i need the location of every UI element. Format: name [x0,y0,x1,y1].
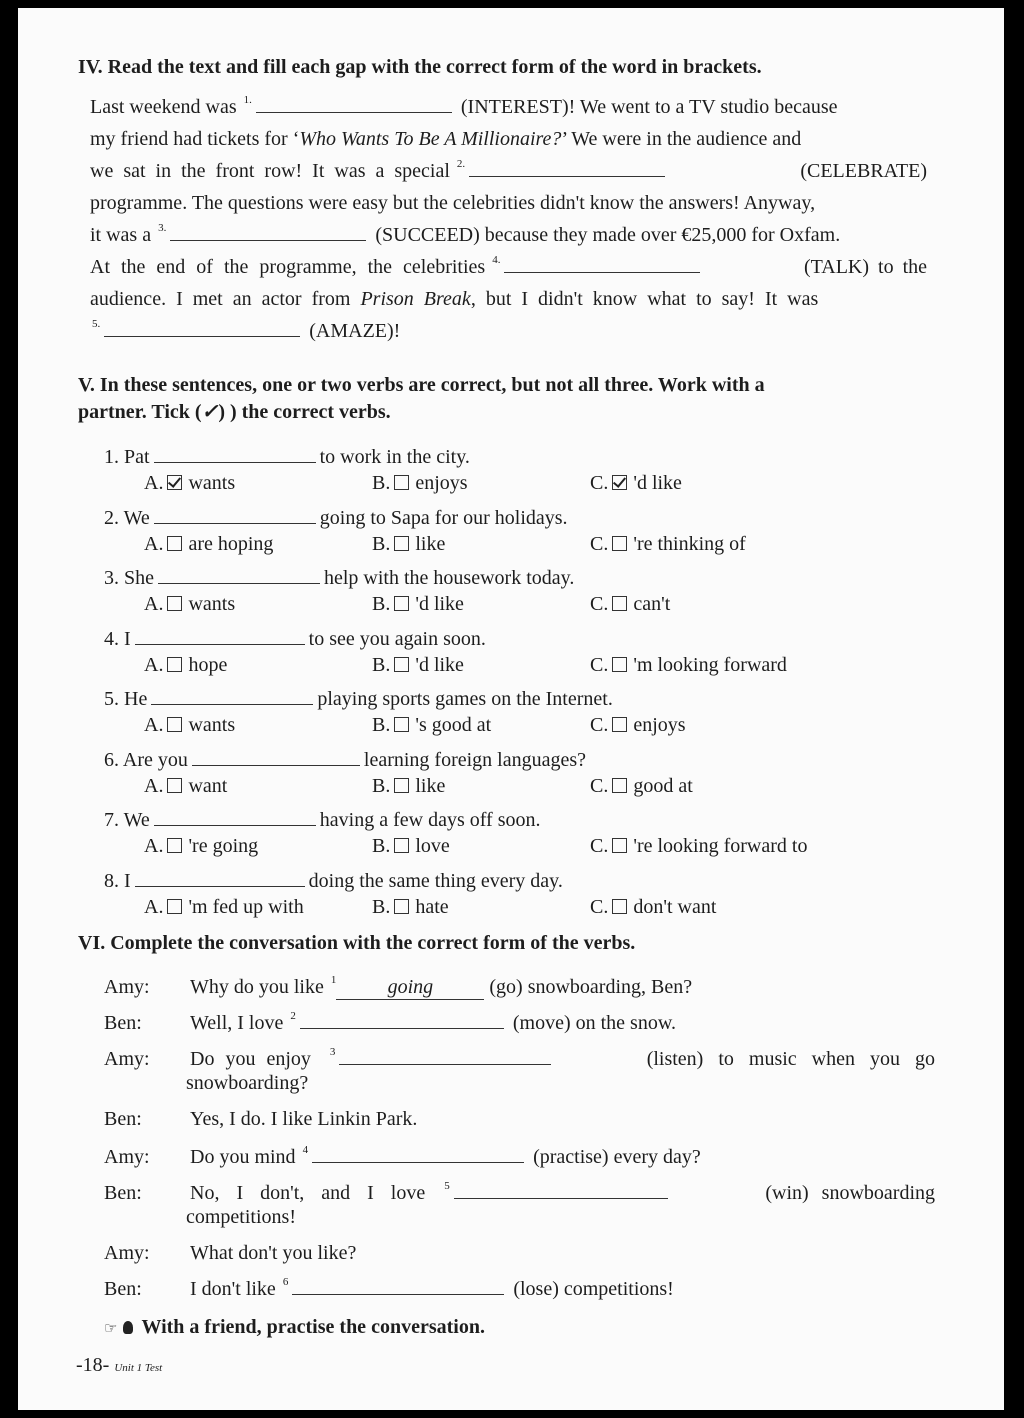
answer-blank [154,461,316,463]
checkbox[interactable] [394,596,409,611]
question-stem: I [124,627,131,650]
question-continuation: doing the same thing every day. [308,869,563,892]
gap-number: 3 [329,1046,336,1058]
option-b[interactable] [372,533,445,556]
gap-2-blank[interactable] [469,175,665,177]
s4-line-8 [90,320,400,343]
show-title: Who Wants To Be A Millionaire? [299,128,562,150]
option-b[interactable] [372,714,491,737]
section-4-heading: IV. Read the text and fill each gap with the correct form of the word in brackets. [78,56,762,78]
text: (move) on the snow. [512,1012,676,1034]
gap-5-blank[interactable] [104,335,300,337]
conv-line-8 [190,1278,674,1301]
section-5-heading-line-1: V. In these sentences, one or two verbs are correct, but not all three. Work with a [78,374,765,396]
text: Do you enjoy [190,1048,311,1070]
speaker-ben: Ben: [104,1012,142,1034]
speaker-ben: Ben: [104,1108,142,1130]
answer-blank [154,824,316,826]
option-c[interactable] [590,896,716,919]
option-text: like [415,532,446,555]
s4-line-5 [90,224,840,247]
gap-1-answer[interactable] [336,976,484,1000]
conv-line-2 [190,1012,676,1035]
checkbox[interactable] [394,838,409,853]
option-text: love [415,835,450,857]
checkbox[interactable] [167,838,182,853]
checkbox[interactable] [612,899,627,914]
gap-number: 6 [282,1276,289,1288]
option-text: 'd like [415,653,464,676]
gap-number: 1. [243,94,252,106]
gap-number: 3. [158,222,167,234]
question-stem: Are you [122,748,188,771]
option-b[interactable] [372,593,464,616]
tick-question [104,507,568,530]
text: , but I didn't know what to say! It was [470,288,819,310]
option-letter: B. [372,895,391,918]
checkbox[interactable] [612,838,627,853]
option-c[interactable] [590,775,693,798]
option-text: hope [188,653,228,676]
option-letter: B. [372,472,391,494]
question-stem: He [124,688,148,710]
answer-blank [158,582,320,584]
question-continuation: going to Sapa for our holidays. [319,506,568,529]
practise-instruction [104,1316,485,1339]
text: audience. I met an actor from [90,288,351,310]
tick-question [104,567,574,590]
tick-question [104,749,586,772]
option-text: 'd like [633,472,682,494]
question-number: 1. [104,446,119,468]
option-text: 'm looking forward [633,653,787,676]
option-letter: C. [590,532,609,555]
answer-blank [192,764,360,766]
text: my friend had tickets for ‘ [90,128,300,150]
text: (go) snowboarding, Ben? [489,976,693,998]
checkbox[interactable] [394,717,409,732]
option-c[interactable] [590,472,682,495]
text: No, I don't, and I love [190,1182,426,1204]
option-letter: C. [590,835,609,857]
question-continuation: to work in the city. [319,446,470,468]
option-letter: A. [144,714,164,736]
gap-1-blank[interactable] [256,111,452,113]
gap-number: 2. [456,158,466,170]
text: (win) snowboarding [765,1182,935,1204]
question-number: 5. [104,688,119,710]
option-text: hate [415,895,449,918]
s4-line-1 [90,96,838,119]
text: (INTEREST)! We went to a TV studio because [460,96,838,118]
text: we sat in the front row! It was a special [90,160,450,182]
option-text: want [188,774,228,797]
gap-3-blank[interactable] [339,1063,551,1065]
option-letter: C. [590,653,609,676]
question-stem: She [124,567,154,589]
gap-2-blank[interactable] [300,1027,504,1029]
checkbox[interactable] [394,536,409,551]
option-a[interactable] [144,896,304,919]
text: (lose) competitions! [513,1278,674,1300]
option-a[interactable] [144,472,235,495]
option-a[interactable] [144,593,235,616]
s4-line-4: programme. The questions were easy but the celebrities didn't know the answers! Anyway, [90,192,816,214]
option-letter: A. [144,532,164,555]
speaker-amy: Amy: [104,1048,150,1070]
option-c[interactable] [590,533,746,556]
option-text: are hoping [188,532,274,555]
text: I don't like [190,1278,276,1300]
s4-line-3 [90,160,927,183]
checkbox[interactable] [394,778,409,793]
question-number: 3. [104,567,119,589]
s4-line-7 [90,288,818,311]
option-letter: B. [372,532,391,555]
checkbox[interactable] [167,657,182,672]
conv-line-1 [190,976,692,1000]
text: ’ We were in the audience and [561,128,802,150]
gap-4-blank[interactable] [312,1161,524,1163]
option-text: 'd like [415,593,464,615]
option-letter: A. [144,774,164,797]
answer-blank [135,885,305,887]
text: Well, I love [190,1012,284,1034]
checkbox[interactable] [394,657,409,672]
checkbox[interactable] [167,778,182,793]
gap-number: 1 [330,974,337,986]
checkbox[interactable] [394,475,409,490]
option-letter: C. [590,714,609,736]
option-letter: C. [590,472,609,494]
answer-blank [154,522,316,524]
option-letter: A. [144,835,164,857]
gap-number: 2 [290,1010,296,1022]
gap-number: 5 [444,1180,450,1192]
tick-icon: ✓ [201,401,219,423]
speaker-amy: Amy: [104,1242,150,1264]
text: (TALK) to the [803,256,927,278]
speaker-amy: Amy: [104,1146,150,1168]
option-b[interactable] [372,835,450,858]
option-text: wants [188,593,236,615]
option-a[interactable] [144,533,273,556]
answer-blank [151,703,313,705]
option-letter: B. [372,774,391,797]
tick-question [104,809,541,832]
option-text: enjoys [633,714,686,736]
option-text: 'm fed up with [188,895,304,918]
option-letter: B. [372,835,391,857]
example-answer: going [387,976,434,998]
question-stem: We [123,809,150,831]
checkbox[interactable] [612,657,627,672]
unit-label: Unit 1 Test [114,1362,163,1374]
gap-number: 4. [492,254,501,266]
checkbox[interactable] [167,596,182,611]
text: (practise) every day? [533,1146,701,1168]
option-text: wants [188,714,236,736]
conv-line-3-cont: snowboarding? [186,1072,309,1094]
tick-question [104,870,563,893]
conv-line-7: What don't you like? [190,1242,357,1264]
option-b[interactable] [372,472,468,495]
text: (CELEBRATE) [800,160,927,182]
option-c[interactable] [590,593,670,616]
speaker-amy: Amy: [104,976,150,998]
tick-question [104,446,470,469]
option-letter: A. [144,593,164,615]
show-title: Prison Break [360,288,471,310]
speaker-ben: Ben: [104,1182,142,1204]
option-letter: A. [144,653,164,676]
question-number: 7. [104,809,119,831]
page-footer [76,1354,162,1377]
option-text: 're thinking of [633,532,746,555]
text: Why do you like [190,976,324,998]
option-a[interactable] [144,654,227,677]
question-number: 6. [104,748,119,771]
text: (listen) to music when you go [646,1048,935,1070]
text: At the end of the programme, the celebrities [90,256,486,278]
question-number: 4. [104,627,119,650]
question-number: 2. [104,506,119,529]
speaker-ben: Ben: [104,1278,142,1300]
text: partner. Tick ( [78,401,202,423]
option-c[interactable] [590,835,807,858]
page-number: -18- [76,1354,110,1376]
checked-checkbox[interactable] [612,475,627,490]
section-5-heading-line-2: partner. Tick (✓) ) the correct verbs. [78,401,391,423]
checkbox[interactable] [167,717,182,732]
question-stem: Pat [124,446,150,468]
option-text: 're looking forward to [633,835,808,857]
text: it was a [90,224,152,246]
checkbox[interactable] [167,899,182,914]
checkbox[interactable] [612,717,627,732]
option-letter: B. [372,593,391,615]
worksheet-page [18,8,1004,1410]
option-letter: A. [144,895,164,918]
question-continuation: learning foreign languages? [363,748,587,771]
gap-number: 4 [302,1144,309,1156]
option-b[interactable] [372,654,464,677]
conv-line-6-cont: competitions! [186,1206,296,1228]
option-text: like [415,774,446,797]
s4-line-2 [90,128,801,151]
question-stem: I [124,869,131,892]
option-text: 're going [188,835,259,857]
question-stem: We [123,506,150,529]
option-a[interactable] [144,835,258,858]
checkbox[interactable] [612,596,627,611]
option-text: don't want [633,895,717,918]
conv-line-4: Yes, I do. I like Linkin Park. [190,1108,418,1130]
option-letter: A. [144,472,164,494]
option-text: good at [633,774,693,797]
gap-number: 5. [92,318,101,330]
checkbox[interactable] [612,778,627,793]
option-letter: C. [590,774,609,797]
gap-4-blank[interactable] [504,271,700,273]
question-continuation: playing sports games on the Internet. [317,688,613,710]
option-text: 's good at [415,714,492,736]
text: With a friend, practise the conversation. [141,1316,485,1338]
text: ) the correct verbs. [229,401,391,423]
option-c[interactable] [590,654,787,677]
text: Do you mind [190,1146,296,1168]
question-continuation: having a few days off soon. [319,809,541,831]
speaking-heads-icon [123,1321,133,1334]
option-a[interactable] [144,714,235,737]
option-letter: B. [372,714,391,736]
option-b[interactable] [372,896,449,919]
option-text: can't [633,593,671,615]
conv-line-3 [190,1048,935,1071]
tick-question [104,628,486,651]
checkbox[interactable] [394,899,409,914]
question-continuation: to see you again soon. [308,627,486,650]
text: (SUCCEED) because they made over €25,000 for Oxfam. [375,224,841,246]
option-text: wants [188,472,236,494]
option-text: enjoys [415,472,468,494]
gap-6-blank[interactable] [292,1293,504,1295]
option-letter: C. [590,593,609,615]
section-6-heading: VI. Complete the conversation with the correct form of the verbs. [78,932,636,954]
option-c[interactable] [590,714,686,737]
s4-line-6 [90,256,927,279]
answer-blank [135,643,305,645]
tick-question [104,688,613,711]
gap-5-blank[interactable] [454,1197,668,1199]
text: Last weekend was [90,96,237,118]
question-continuation: help with the housework today. [324,567,575,589]
checked-checkbox[interactable] [167,475,182,490]
pointing-hand-icon: ☞ [104,1321,118,1337]
text: (AMAZE)! [309,320,401,342]
conv-line-6 [190,1182,935,1205]
checkbox[interactable] [612,536,627,551]
gap-3-blank[interactable] [170,239,366,241]
option-letter: C. [590,895,609,918]
option-b[interactable] [372,775,445,798]
checkbox[interactable] [167,536,182,551]
option-a[interactable] [144,775,227,798]
option-letter: B. [372,653,391,676]
question-number: 8. [104,869,119,892]
conv-line-5 [190,1146,701,1169]
